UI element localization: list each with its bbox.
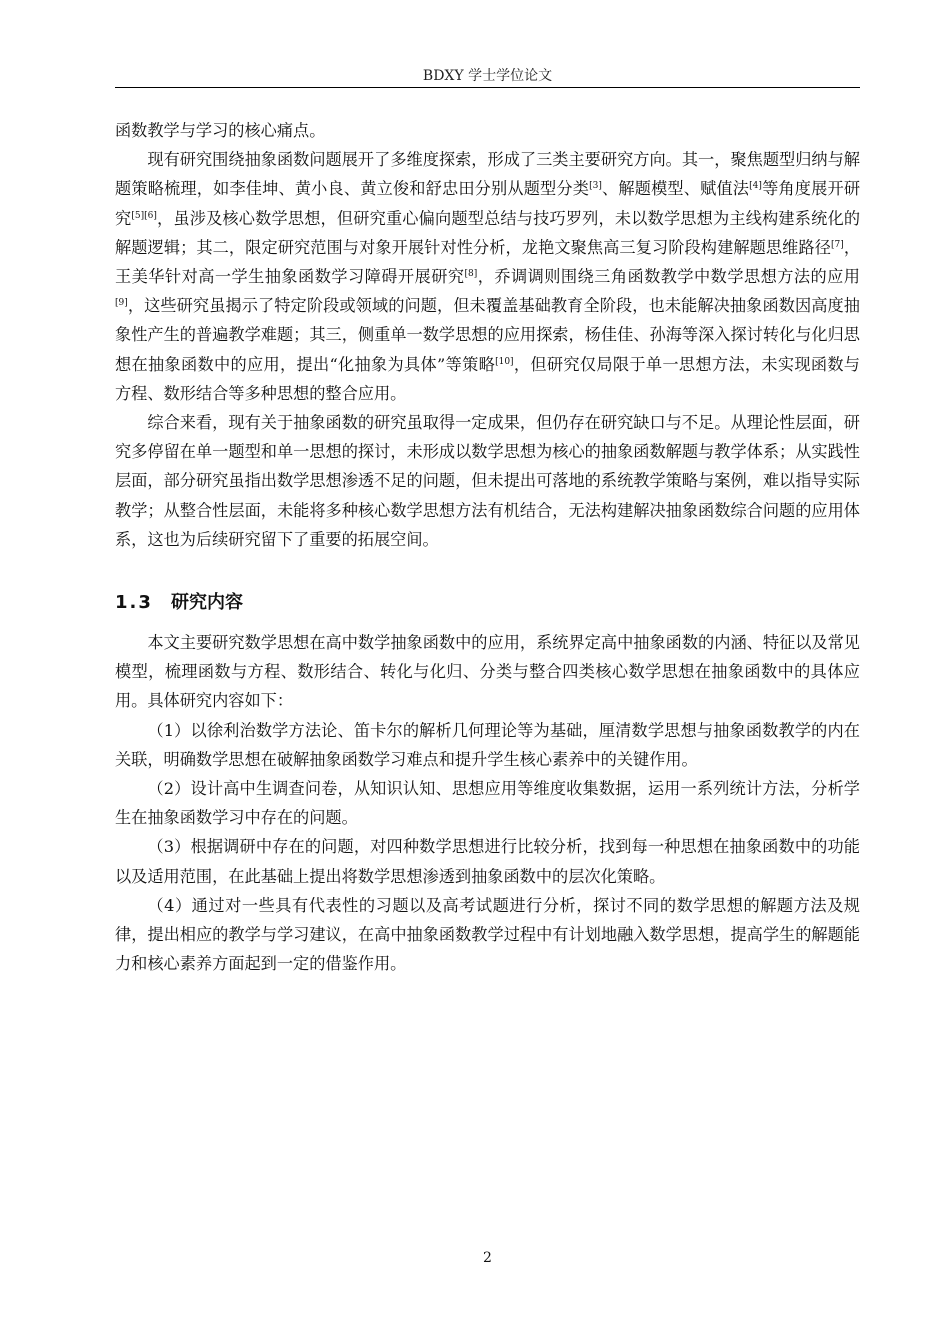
citation-ref-9[interactable]: [9] xyxy=(115,298,128,309)
paragraph-literature-review xyxy=(115,145,860,408)
citation-ref-8[interactable]: [8] xyxy=(464,269,478,280)
text-run: 等角度展开研究 xyxy=(115,179,861,228)
text-run: ，虽涉及核心数学思想，但研究重心偏向题型总结与技巧罗列，未以数学思想为主线构建系统化的解题逻辑；其二，限定研究范围与对象开展针对性分析，龙艳文聚焦高三复习阶段构建解题思维路径 xyxy=(115,208,861,257)
main-content xyxy=(115,116,860,978)
citation-ref-5-6[interactable]: [5][6] xyxy=(131,210,157,221)
list-item-2: （2）设计高中生调查问卷，从知识认知、思想应用等维度收集数据，运用一系列统计方法，分析学生在抽象函数学习中存在的问题。 xyxy=(115,779,860,828)
list-item-4: （4）通过对一些具有代表性的习题以及高考试题进行分析，探讨不同的数学思想的解题方法及规律，提出相应的教学与学习建议，在高中抽象函数教学过程中有计划地融入数学思想，提高学生的解题能力和核心素养方面起到一定的借鉴作用。 xyxy=(115,895,860,974)
section-heading xyxy=(115,588,860,618)
text-run: ，王美华针对高一学生抽象函数学习障碍开展研究 xyxy=(115,237,861,287)
list-item-3: （3）根据调研中存在的问题，对四种数学思想进行比较分析，找到每一种思想在抽象函数中的功能以及适用范围，在此基础上提出将数学思想渗透到抽象函数中的层次化策略。 xyxy=(115,837,860,886)
citation-ref-3[interactable]: [3] xyxy=(589,181,602,192)
list-item-1: （1）以徐利治数学方法论、笛卡尔的解析几何理论等为基础，厘清数学思想与抽象函数教学的内在关联，明确数学思想在破解抽象函数学习难点和提升学生核心素养中的关键作用。 xyxy=(115,720,860,769)
section-number: 1.3 xyxy=(115,592,153,614)
text-run: 现有研究围绕抽象函数问题展开了多维度探索，形成了三类主要研究方向。其一，聚焦题型归纳与解题策略梳理，如李佳坤、黄小良、黄立俊和舒忠田分别从题型分类 xyxy=(115,150,860,199)
text-run: ，这些研究虽揭示了特定阶段或领域的问题，但未覆盖基础教育全阶段，也未能解决抽象函数因高度抽象性产生的普遍教学难题；其三，侧重单一数学思想的应用探索，杨佳佳、孙海等深入探讨转化与化归思想在抽象函数中的应用，提出“化抽象为具体”等策略 xyxy=(115,296,860,374)
paragraph-summary: 综合来看，现有关于抽象函数的研究虽取得一定成果，但仍存在研究缺口与不足。从理论性层面，研究多停留在单一题型和单一思想的探讨，未形成以数学思想为核心的抽象函数解题与教学体系；从实践性层面，部分研究虽指出数学思想渗透不足的问题，但未提出可落地的系统教学策略与案例，难以指导实际教学；从整合性层面，未能将多种核心数学思想方法有机结合，无法构建解决抽象函数综合问题的应用体系，这也为后续研究留下了重要的拓展空间。 xyxy=(115,413,860,549)
paragraph-section-intro: 本文主要研究数学思想在高中数学抽象函数中的应用，系统界定高中抽象函数的内涵、特征以及常见模型，梳理函数与方程、数形结合、转化与化归、分类与整合四类核心数学思想在抽象函数中的具体应用。具体研究内容如下： xyxy=(115,633,860,711)
paragraph-continuation: 函数教学与学习的核心痛点。 xyxy=(115,121,326,140)
citation-ref-10[interactable]: [10] xyxy=(495,356,514,367)
text-run: ，但研究仅局限于单一思想方法，未实现函数与方程、数形结合等多种思想的整合应用。 xyxy=(115,354,860,403)
running-header: BDXY 学士学位论文 xyxy=(422,68,553,84)
text-run: 、解题模型、赋值法 xyxy=(601,179,750,199)
header-rule xyxy=(115,87,860,88)
citation-ref-4[interactable]: [4] xyxy=(749,181,762,192)
citation-ref-7[interactable]: [7] xyxy=(830,239,844,250)
page-number: 2 xyxy=(483,1250,492,1266)
section-title: 研究内容 xyxy=(171,592,243,614)
text-run: ，乔调调则围绕三角函数教学中数学思想方法的应用 xyxy=(477,267,860,287)
